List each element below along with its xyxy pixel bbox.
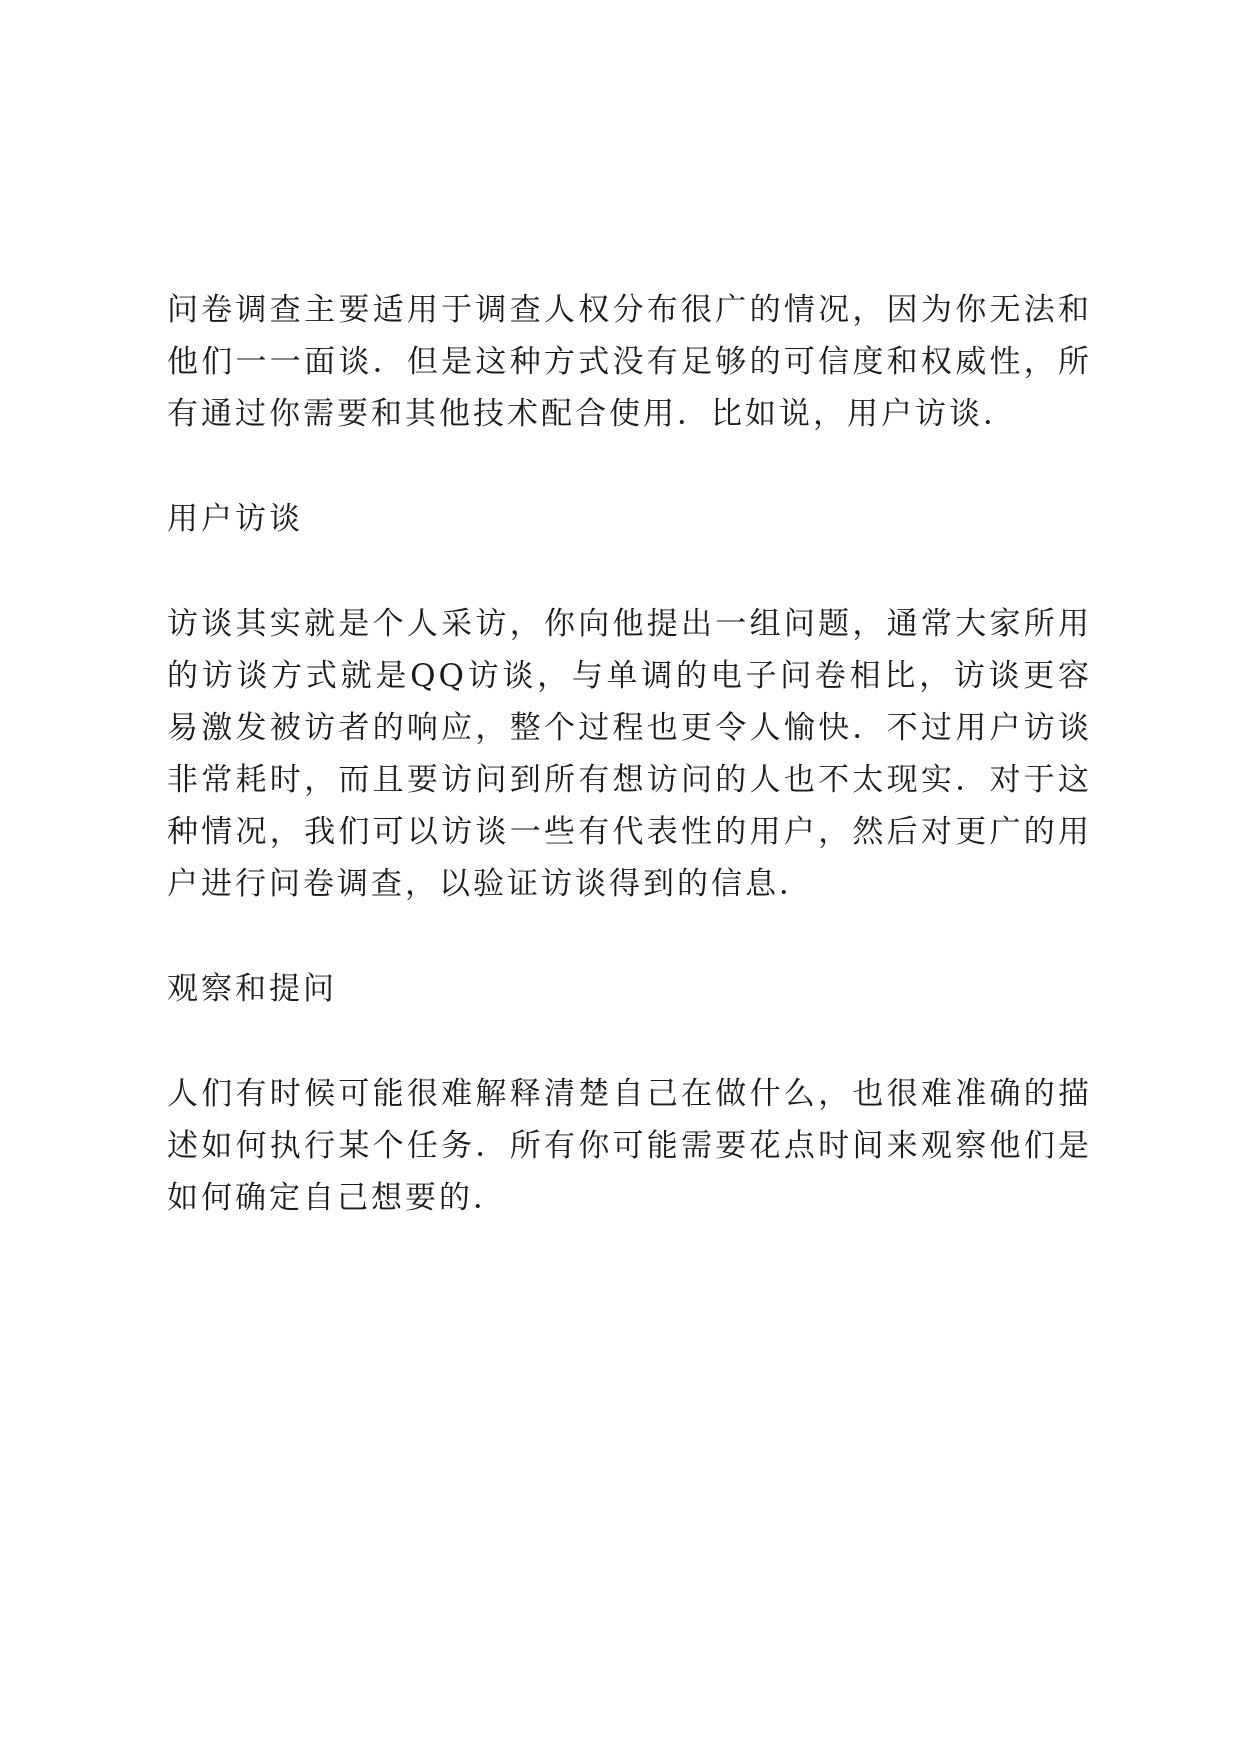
paragraph-questionnaire: 问卷调查主要适用于调查人权分布很广的情况，因为你无法和他们一一面谈．但是这种方式没有足够的可信度和权威性，所有通过你需要和其他技术配合使用．比如说，用户访谈． [167,292,1092,432]
paragraph-interview: 访谈其实就是个人采访，你向他提出一组问题，通常大家所用的访谈方式就是QQ访谈，与单调的电子问卷相比，访谈更容易激发被访者的响应，整个过程也更令人愉快．不过用户访谈非常耗时，而且要访问到所有想访问的人也不太现实．对于这种情况，我们可以访谈一些有代表性的用户，然后对更广的用户进行问卷调查，以验证访谈得到的信息． [167,606,1092,902]
heading-user-interview: 用户访谈 [167,501,303,537]
document-body [167,284,1092,1224]
paragraph-observation: 人们有时候可能很难解释清楚自己在做什么，也很难准确的描述如何执行某个任务．所有你可能需要花点时间来观察他们是如何确定自己想要的． [167,1076,1092,1216]
heading-observe-and-ask: 观察和提问 [167,971,337,1007]
